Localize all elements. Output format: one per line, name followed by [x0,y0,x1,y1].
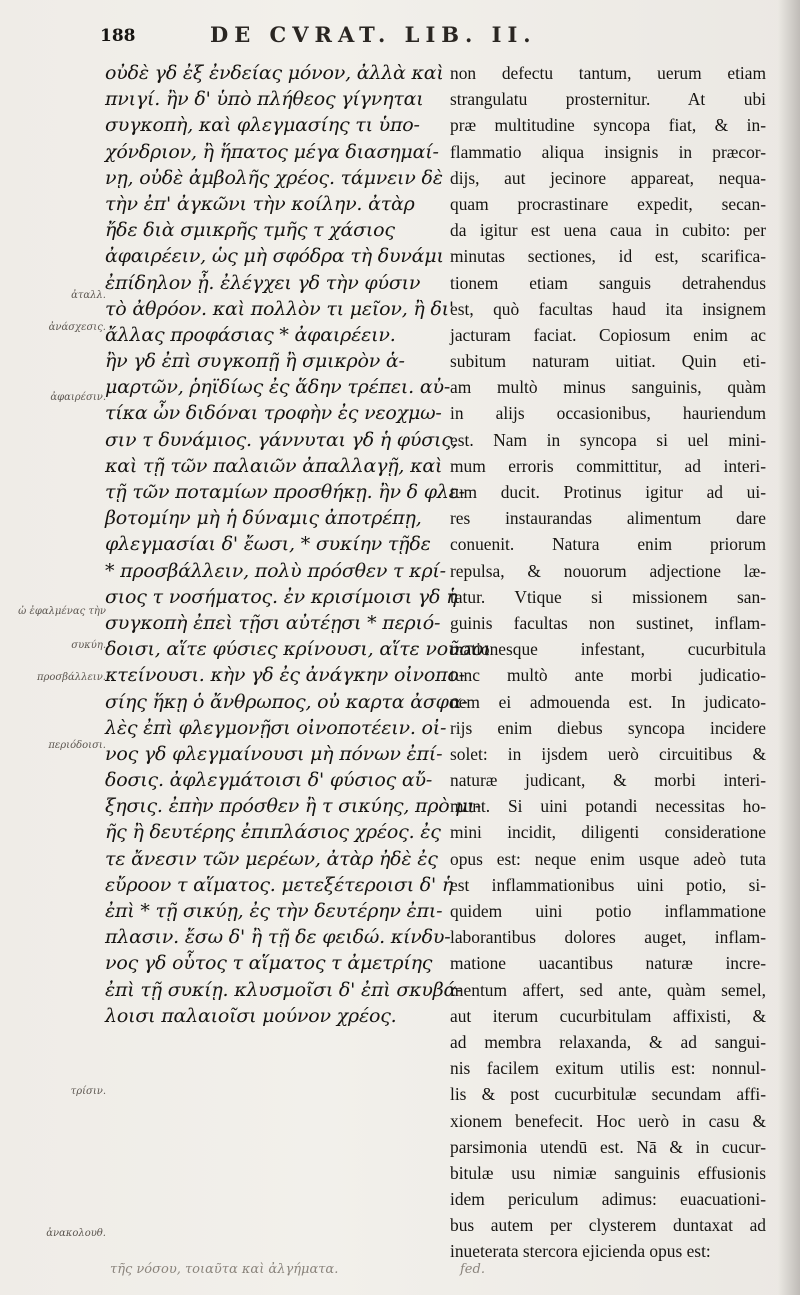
latin-text-column [450,60,766,1260]
greek-text-line: συγκοπὴ ἐπεὶ τῇσι αὐτέῃσι * περιό- [105,611,441,634]
latin-text-line: tum ducit. Protinus igitur ad ui- [450,482,766,502]
greek-text-line: κτείνουσι. κὴν γδ ἐς ἀνάγκην οἰνοπο- [105,664,465,687]
greek-text-line: τίκα ὦν διδόναι τροφὴν ἐς νεοχμω- [105,402,442,425]
greek-text-line: τὸ ἀθρόον. καὶ πολλὸν τι μεῖον, ἢ δι' [105,297,454,320]
margin-note: ἀνάσχεσις. [48,322,106,333]
greek-text-line: ἢν γδ ἐπὶ συγκοπῇ ἢ σμικρὸν ἁ- [105,350,405,373]
greek-text-line: δοισι, αἵτε φύσιες κρίνουσι, αἵτε νοῦσοι [105,638,491,661]
latin-text-line: mini incidit, diligenti consideratione [450,822,766,843]
margin-note: ἀνακολουθ. [46,1228,106,1239]
greek-text-line: πλασιν. ἔσω δ' ἢ τῇ δε φειδώ. κίνδυ- [105,926,451,949]
latin-text-line: præ multitudine syncopa fiat, & in- [450,115,766,136]
latin-text-line: parsimonia utendū est. Nā & in cucur- [450,1136,766,1157]
latin-text-line: in alijs occasionibus, hauriendum [450,403,766,424]
greek-text-line: σιος τ νοσήματος. ἐν κρισίμοισι γδ ἡ [105,585,458,608]
latin-text-line: am multò minus sanguinis, quàm [450,377,766,398]
latin-text-line: jacturam faciat. Copiosum enim ac [450,324,766,345]
greek-text-line: ἄλλας προφάσιας * ἀφαιρέειν. [105,323,396,346]
latin-text-line: conuenit. Natura enim priorum [450,534,766,555]
greek-text-line: νος γδ οὗτος τ αἵματος τ ἀμετρίης [105,952,433,975]
latin-text-line: lis & post cucurbitulæ secundam affi- [450,1084,766,1105]
latin-text-line: munt. Si uini potandi necessitas ho- [450,796,766,817]
latin-text-line: res instaurandas alimentum dare [450,508,766,529]
greek-text-line: ἤδε διὰ σμικρῆς τμῆς τ χάσιος [105,219,395,242]
latin-text-line: mentum affert, sed ante, quàm semel, [450,979,766,1000]
latin-text-line: ad membra relaxanda, & ad sangui- [450,1031,766,1052]
margin-note: τρίσιν. [70,1086,106,1097]
latin-text-line: bus autem per clysterem duntaxat ad [450,1215,766,1236]
greek-text-line: σιν τ δυνάμιος. γάννυται γδ ἡ φύσις, [105,428,458,451]
latin-text-line: flammatio aliqua insignis in præcor- [450,141,766,162]
margin-note: συκύη. [71,640,106,651]
latin-text-line: tatur. Vtique si missionem san- [450,586,766,607]
margin-note: προσβάλλειν. [36,672,106,683]
latin-text-line: matione uacantibus naturæ incre- [450,953,766,974]
greek-text-line: βοτομίην μὴ ἡ δύναμις ἀποτρέπῃ, [105,507,422,530]
greek-text-line: καὶ τῇ τῶν παλαιῶν ἀπαλλαγῇ, καὶ [105,454,443,477]
latin-text-line: da igitur est uena caua in cubito: per [450,220,766,241]
latin-text-line: naturæ judicant, & morbi interi- [450,770,766,791]
latin-text-line: inueterata stercora ejicienda opus est: [450,1241,711,1262]
latin-text-line: non defectu tantum, uerum etiam [450,63,766,83]
greek-text-column [105,60,491,1260]
greek-text-line: εὔροον τ αἵματος. μετεξέτεροισι δ' ἡ [105,873,454,896]
latin-text-line: est inflammationibus uini potio, si- [450,874,766,895]
latin-text-line: rijs enim diebus syncopa incidere [450,717,766,738]
greek-text-line: φλεγμασίαι δ' ἔωσι, * συκίην τῇδε [105,533,431,556]
margin-notes [0,0,106,1295]
greek-text-line: δοσις. ἀφλεγμάτοισι δ' φύσιος αὔ- [105,769,433,792]
greek-text-line: ἐπίδηλον ᾖ. ἐλέγχει γδ τὴν φύσιν [105,271,421,294]
running-head: DE CVRAT. LIB. II. [210,22,537,47]
latin-text-line: laborantibus dolores auget, inflam- [450,927,766,948]
greek-text-line: νος γδ φλεγμαίνουσι μὴ πόνων ἐπί- [105,742,443,765]
greek-text-line: μαρτῶν, ῥηϊδίως ἐς ἅδην τρέπει. αὐ- [105,376,451,399]
page-number: 188 [100,26,136,46]
latin-text-line: minutas sectiones, id est, scarifica- [450,246,766,267]
latin-text-line: repulsa, & nouorum adjectione læ- [450,560,766,581]
greek-text-line: λοισι παλαιοῖσι μούνον χρέος. [105,1004,397,1027]
greek-text-line: οὐδὲ γδ ἐξ ἐνδείας μόνον, ἀλλὰ καὶ [105,62,444,84]
latin-text-line: strangulatu prosternitur. At ubi [450,89,766,110]
greek-text-line: τε ἄνεσιν τῶν μερέων, ἀτὰρ ἠδὲ ἐς [105,847,438,870]
greek-text-line: ἀφαιρέειν, ὡς μὴ σφόδρα τὴ δυνάμι [105,245,444,268]
latin-text-line: est, quò facultas haud ita insignem [450,298,766,319]
latin-text-line: subitum naturam uitiat. Quin eti- [450,351,766,372]
greek-text-line: πνιγί. ἢν δ' ὑπὸ πλήθεος γίγνηται [105,88,424,111]
margin-note: ἀταλλ. [71,290,106,301]
greek-text-line: τὴν ἐπ' ἀγκῶνι τὴν κοίλην. ἀτὰρ [105,192,415,215]
greek-text-line: ἐπὶ * τῇ σικύῃ, ἐς τὴν δευτέρην ἐπι- [105,900,443,922]
greek-text-line: ῆς ἢ δευτέρης ἐπιπλάσιος χρέος. ἐς [105,821,441,844]
latin-text-line: mum erroris committitur, ad interi- [450,455,766,476]
latin-text-line: guinis facultas non sustinet, inflam- [450,612,766,633]
bleed-through-greek: τῆς νόσου, τοιαῦτα καὶ ἀλγήματα. [110,1262,339,1277]
latin-text-line: idem periculum adimus: euacuationi- [450,1189,766,1210]
latin-text-line: quidem uini potio inflammatione [450,901,766,921]
latin-text-line: nis facilem exitum utilis est: nonnul- [450,1058,766,1079]
greek-text-line: συγκοπὴ, καὶ φλεγμασίης τι ὑπο- [105,114,420,137]
latin-text-line: tunc multò ante morbi judicatio- [450,665,766,686]
latin-text-line: solet: in ijsdem uerò circuitibus & [450,743,766,764]
greek-text-line: χόνδριον, ἢ ἥπατος μέγα διασημαί- [105,140,439,163]
latin-text-line: nem ei admouenda est. In judicato- [450,691,766,712]
latin-text-line: tionem etiam sanguis detrahendus [450,272,766,293]
latin-text-line: dijs, aut jecinore appareat, nequa- [450,167,766,188]
greek-text-line: λὲς ἐπὶ φλεγμονῇσι οἰνοποτέειν. οἰ- [105,716,447,739]
margin-note: ἀφαιρέσιν. [50,392,106,403]
greek-text-line: νῃ, οὐδὲ ἀμβολῆς χρέος. τάμνειν δὲ [105,166,443,189]
page-binding-shadow [778,0,800,1295]
greek-text-line: σίης ἥκῃ ὁ ἄνθρωπος, οὐ καρτα ἀσφα- [105,690,468,713]
greek-text-line: ἐπὶ τῇ συκίῃ. κλυσμοῖσι δ' ἐπὶ σκυβά- [105,978,463,1001]
margin-note: ὠ ἐφαλμένας τὴν [18,606,106,617]
latin-text-line: xionem benefecit. Hoc uerò in casu & [450,1110,766,1131]
latin-text-line: est. Nam in syncopa si uel mini- [450,429,766,450]
margin-note: περιόδοισι. [48,740,106,751]
latin-text-line: mationesque infestant, cucurbitula [450,639,766,660]
page-header [100,20,790,52]
latin-text-line: aut iterum cucurbitulam affixisti, & [450,1005,766,1026]
greek-text-line: τῇ τῶν ποταμίων προσθήκῃ. ἢν δ φλε- [105,481,465,503]
latin-text-line: bitulæ usu nimiæ sanguinis effusionis [450,1162,766,1183]
greek-text-line: * προσβάλλειν, πολὺ πρόσθεν τ κρί- [105,559,446,582]
bleed-through-latin: fed. [460,1262,485,1277]
greek-text-line: ξησις. ἐπὴν πρόσθεν ἢ τ σικύης, πρὸ μι- [105,795,481,818]
latin-text-line: quam procrastinare expedit, secan- [450,193,766,214]
latin-text-line: opus est: neque enim usque adeò tuta [450,848,766,869]
